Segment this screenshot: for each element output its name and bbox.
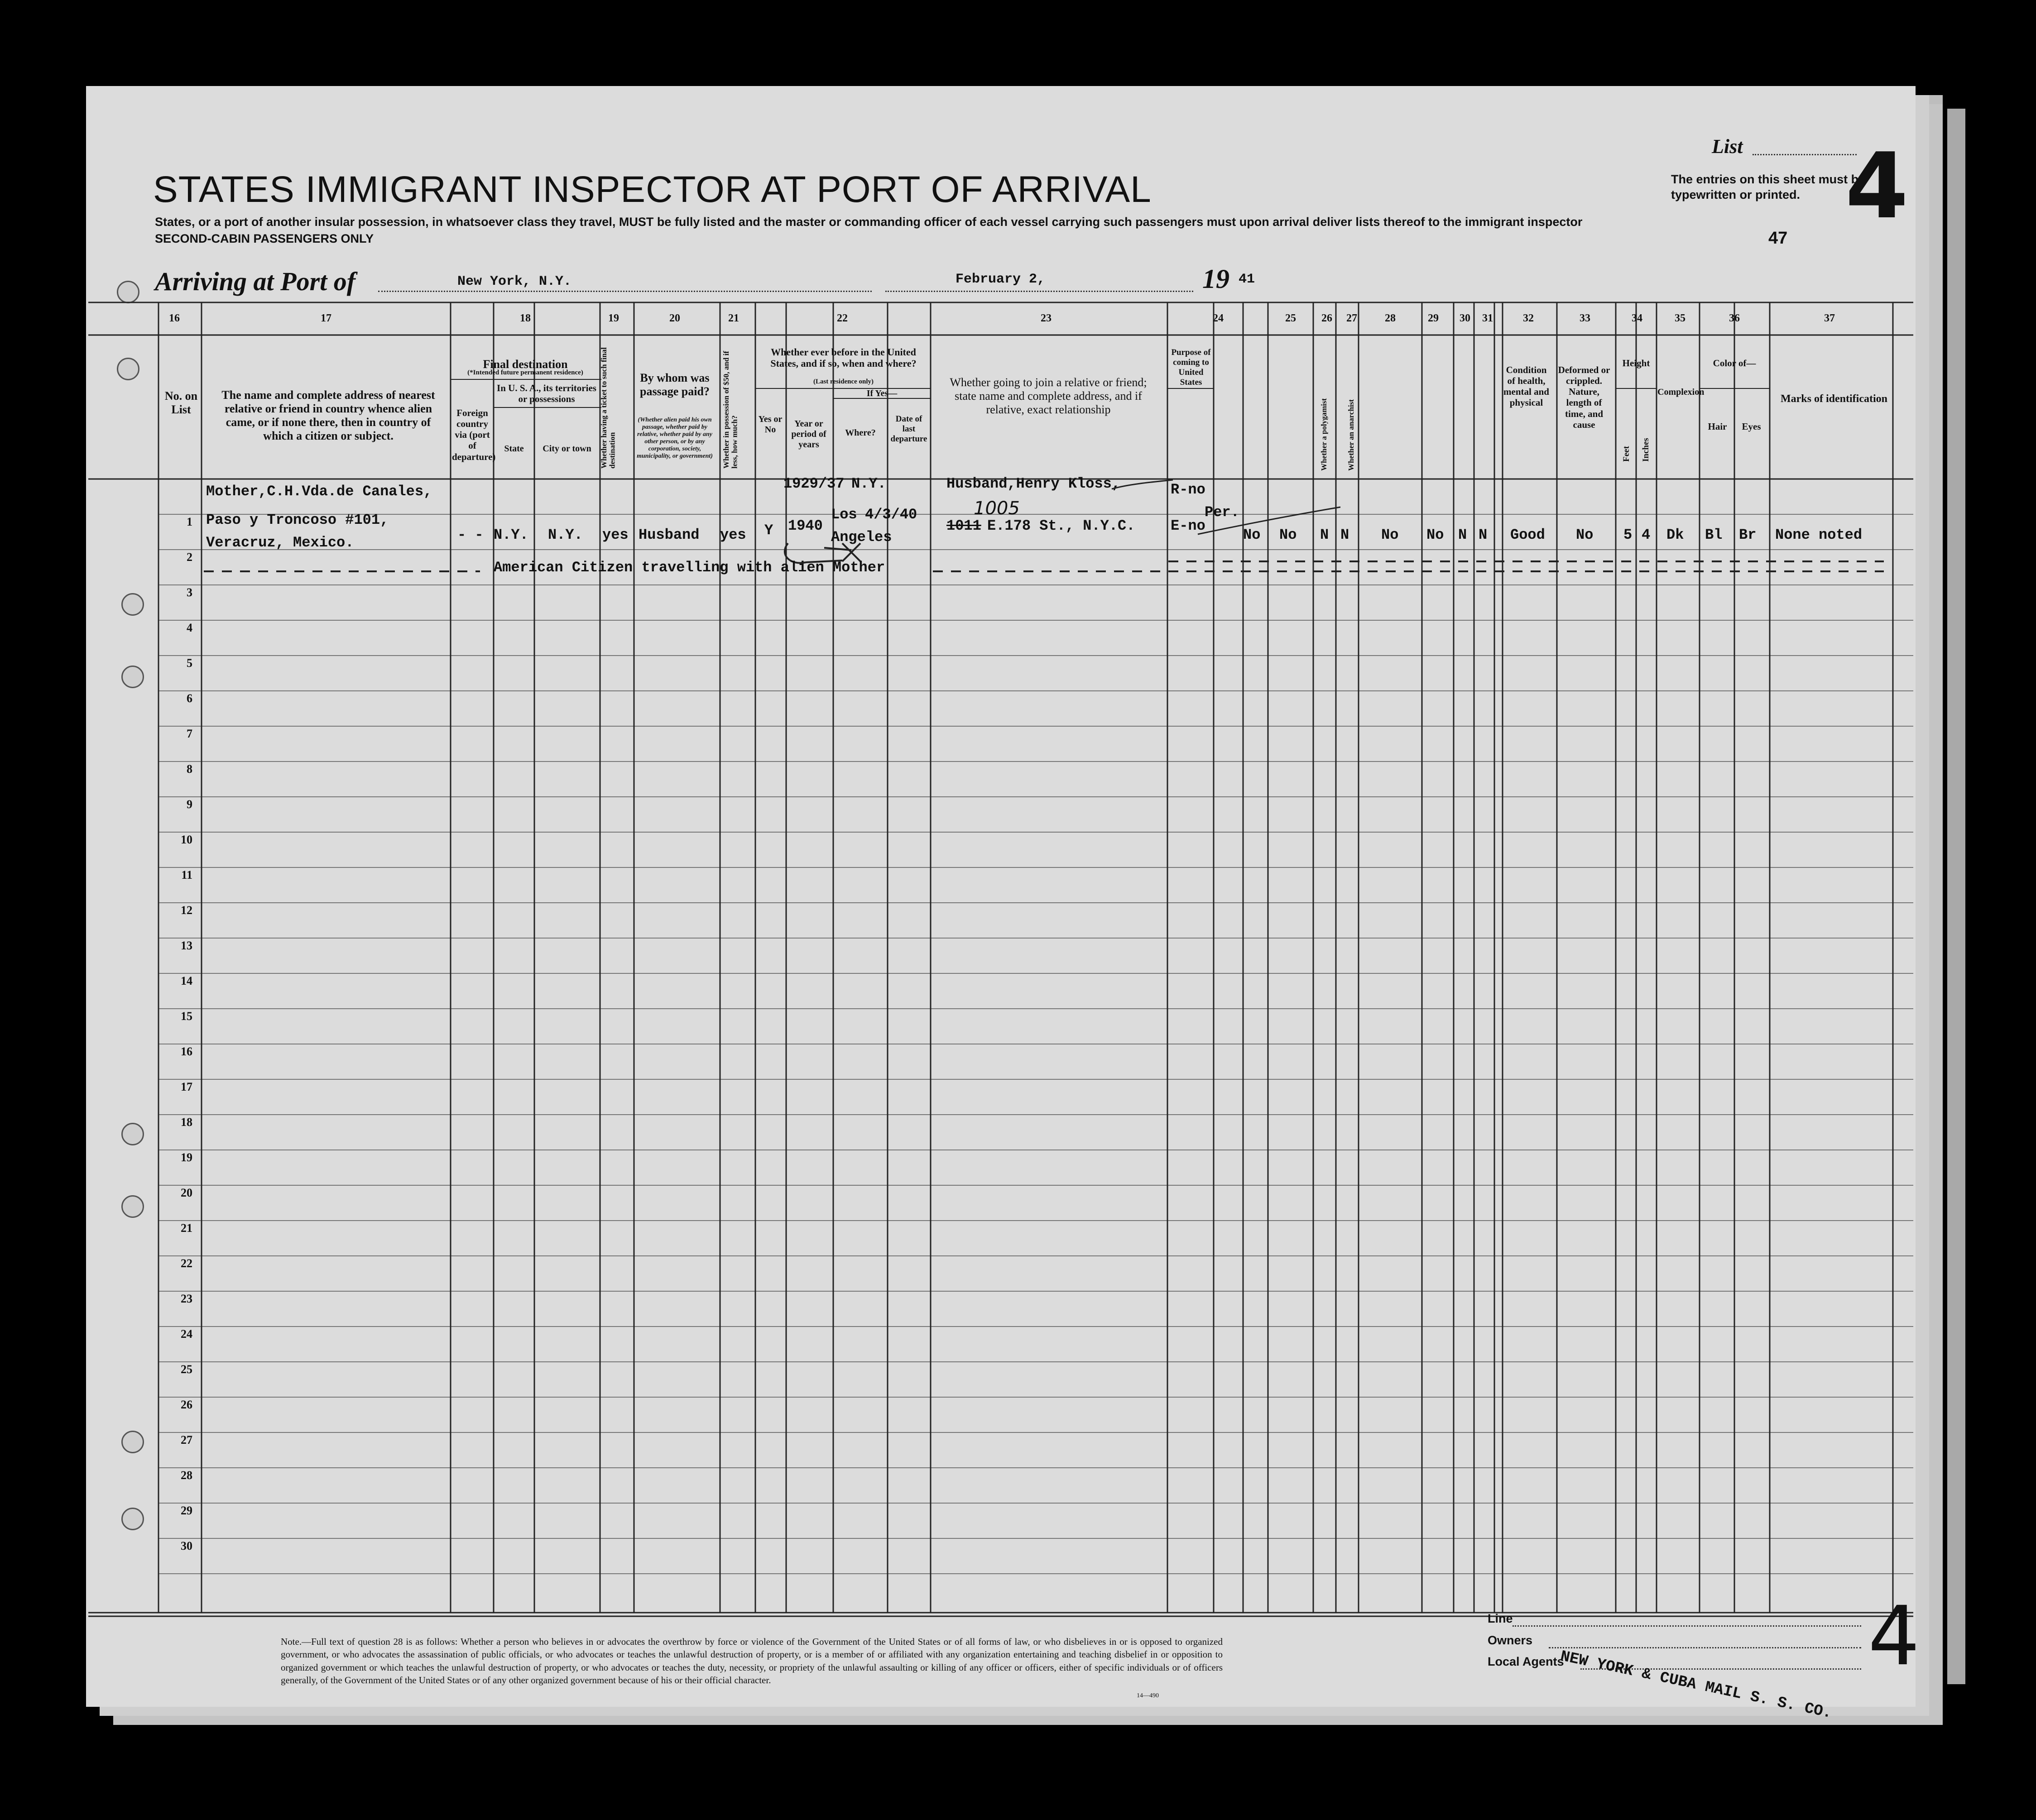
colnum: 31	[1482, 312, 1493, 324]
footer-note: Note.—Full text of question 28 is as follows: Whether a person who believes in or advocates the overthrow by force or violence of the Government of the United States or of all forms of law, or who disbelieves in or is opposed to organized government, or who advocates the assassination of public officials, or who advocates or teaches the unlawful destruction of property, or is a member of or affiliated with any organization entertaining and teaching disbelief in or opposition to organized government or which teaches the unlawful destruction of property, or who advocates or teaches the duty, necessity, or propriety of the unlawful assaulting or killing of any officer or officers, either of specific individuals or of officers generally, of the Government of the United States or of any other organized government because of his or their official character.	[281, 1636, 1223, 1686]
eyes-value: Br	[1739, 527, 1757, 543]
final-destination-header: Final destination	[483, 358, 568, 371]
owners-dots	[1549, 1647, 1861, 1648]
before-note: (Last residence only)	[813, 378, 874, 385]
inches-header: Inches	[1641, 438, 1651, 462]
row-number: 11	[181, 868, 192, 881]
yes-no-header: Yes or No	[758, 414, 783, 435]
health-value: Good	[1510, 527, 1545, 543]
colnum: 30	[1460, 312, 1470, 324]
colnum: 20	[669, 312, 680, 324]
state-header: State	[504, 444, 524, 454]
row-number: 10	[181, 833, 192, 846]
row-number: 3	[187, 586, 192, 599]
year-suffix: 41	[1239, 272, 1255, 287]
colnum: 36	[1729, 312, 1740, 324]
city-value: N.Y.	[548, 527, 583, 543]
colnum: 27	[1346, 312, 1357, 324]
complexion-header: Complexion	[1657, 387, 1705, 397]
feet-header: Feet	[1622, 446, 1631, 462]
colnum: 32	[1523, 312, 1534, 324]
line-dots	[1513, 1625, 1861, 1627]
if-yes-header: If Yes—	[866, 388, 898, 398]
list-label: List	[1712, 135, 1743, 158]
fifty-value: yes	[720, 527, 746, 543]
before-yes-value: Y	[764, 522, 773, 539]
joining-address: E.178 St., N.Y.C.	[987, 517, 1135, 534]
marks-value: None noted	[1775, 527, 1863, 543]
deformed-value: No	[1576, 527, 1594, 543]
anarchist-header: Whether an anarchist	[1347, 399, 1355, 471]
final-destination-note: (*Intended future permanent residence)	[467, 369, 583, 376]
polygamist-header: Whether a polygamist	[1320, 398, 1328, 471]
date-value: February 2,	[956, 272, 1046, 287]
colnum: 28	[1385, 312, 1396, 324]
period-header: Year or period of years	[791, 419, 826, 450]
height-header: Height	[1622, 358, 1650, 369]
row-number: 16	[181, 1045, 192, 1058]
row-number: 13	[181, 939, 192, 952]
c28-value: No	[1381, 527, 1399, 543]
row-number: 19	[181, 1151, 192, 1164]
color-of-header: Color of—	[1713, 358, 1756, 369]
row-number: 14	[181, 974, 192, 987]
relative-header: The name and complete address of nearest relative or friend in country whence alien came, or if none there, then in country of which a citizen or subject.	[221, 388, 435, 442]
shipping-line-stamp: NEW YORK & CUBA MAIL S. S. CO.	[1559, 1648, 1834, 1723]
row-number: 25	[181, 1363, 192, 1376]
row-number: 20	[181, 1186, 192, 1199]
joining-name: Husband,Henry Kloss,	[946, 475, 1121, 492]
marks-header: Marks of identification	[1781, 393, 1887, 405]
row-number: 26	[181, 1398, 192, 1411]
c31-value: N	[1479, 527, 1488, 543]
row-number: 24	[181, 1327, 192, 1341]
c26-value: N	[1320, 527, 1329, 543]
departure-date-value: 4/3/40	[865, 506, 917, 523]
where-bottom-value: Angeles	[831, 529, 892, 546]
passage-header: By whom was passage paid?	[640, 371, 710, 398]
period-bottom-value: 1940	[788, 517, 823, 534]
colnum: 37	[1824, 312, 1835, 324]
hair-header: Hair	[1708, 421, 1727, 432]
ticket-value: yes	[602, 527, 629, 543]
row-number: 17	[181, 1080, 192, 1093]
c27-value: N	[1340, 527, 1349, 543]
colnum: 35	[1675, 312, 1685, 324]
relative-address: Paso y Troncoso #101,	[206, 512, 389, 528]
colnum: 17	[321, 312, 331, 324]
local-agents-label: Local Agents	[1488, 1655, 1564, 1668]
colnum: 21	[728, 312, 739, 324]
foreign-country-value: - -	[457, 527, 484, 543]
eyes-header: Eyes	[1742, 421, 1761, 432]
date-departure-header: Date of last departure	[890, 414, 927, 444]
joining-handwritten-number: 1005	[974, 498, 1020, 519]
colnum: 34	[1632, 312, 1642, 324]
row2-note: American Citizen travelling with alien Mother	[494, 559, 885, 576]
joining-header: Whether going to join a relative or friend; state name and complete address, and if relative, exact relationship	[950, 376, 1147, 416]
page-mark: 4	[1868, 1589, 1920, 1684]
colnum: 24	[1213, 312, 1224, 324]
row-number: 28	[181, 1469, 192, 1482]
row-number: 12	[181, 904, 192, 917]
in-usa-header: In U. S. A., its territories or possessions	[497, 383, 596, 405]
complexion-value: Dk	[1666, 527, 1684, 543]
line-label: Line	[1488, 1612, 1513, 1625]
row-number: 22	[181, 1257, 192, 1270]
c25-value: No	[1279, 527, 1297, 543]
purpose-mid-value: Per.	[1205, 504, 1239, 521]
page-title: STATES IMMIGRANT INSPECTOR AT PORT OF ARRIVAL	[153, 169, 1152, 210]
colnum: 16	[169, 312, 180, 324]
row-number: 4	[187, 621, 192, 634]
colnum: 18	[520, 312, 531, 324]
purpose-bottom-value: E-no	[1171, 517, 1205, 534]
c29-value: No	[1426, 527, 1444, 543]
c24b-value: No	[1243, 527, 1261, 543]
ticket-header: Whether having a ticket to such final destination	[600, 347, 617, 469]
colnum: 19	[608, 312, 619, 324]
class-line: SECOND-CABIN PASSENGERS ONLY	[155, 232, 374, 245]
before-in-us-header: Whether ever before in the United States, and if so, when and where?	[770, 346, 917, 369]
passage-value: Husband	[639, 527, 700, 543]
state-value: N.Y.	[494, 527, 528, 543]
row-number: 8	[187, 762, 192, 776]
where-mid-value: Los	[831, 506, 857, 523]
where-header: Where?	[845, 428, 876, 438]
row-number: 7	[187, 727, 192, 740]
purpose-header: Purpose of coming to United States	[1171, 348, 1211, 387]
form-number: 14—490	[1137, 1692, 1159, 1699]
row-number: 30	[181, 1539, 192, 1552]
colnum: 33	[1580, 312, 1590, 324]
period-top-value: 1929/37	[783, 475, 845, 492]
typewritten-note: The entries on this sheet must be typewritten or printed.	[1671, 172, 1866, 201]
inches-value: 4	[1642, 527, 1651, 543]
row-number: 1	[187, 515, 192, 528]
foreign-country-header: Foreign country via (port of departure)	[452, 407, 496, 462]
port-value: New York, N.Y.	[457, 274, 572, 289]
colnum: 26	[1321, 312, 1332, 324]
colnum: 22	[837, 312, 848, 324]
fifty-dollar-header: Whether in possession of $50, and if less, how much?	[722, 351, 739, 469]
list-number: 4	[1845, 134, 1909, 239]
deformed-header: Deformed or crippled. Nature, length of time, and cause	[1558, 364, 1610, 430]
hair-value: Bl	[1705, 527, 1723, 543]
row-number: 2	[187, 551, 192, 564]
row-number: 18	[181, 1116, 192, 1129]
colnum: 23	[1041, 312, 1052, 324]
row-number: 5	[187, 656, 192, 670]
arriving-label: Arriving at Port of	[155, 267, 356, 296]
relative-name: Mother,C.H.Vda.de Canales,	[206, 483, 432, 500]
row-number: 27	[181, 1433, 192, 1446]
colnum: 25	[1285, 312, 1296, 324]
sheet-number: 47	[1768, 229, 1788, 248]
city-header: City or town	[543, 444, 591, 454]
condition-header: Condition of health, mental and physical	[1503, 364, 1549, 408]
row-number: 6	[187, 692, 192, 705]
c30-value: N	[1458, 527, 1467, 543]
owners-label: Owners	[1488, 1633, 1533, 1647]
joining-struck-number: 1011	[946, 517, 981, 534]
page-subtitle: States, or a port of another insular possession, in whatsoever class they travel, MUST be fully listed and the master or commanding officer of each vessel carrying such passengers must upon arrival deliver lists thereof to the immigrant inspector	[155, 215, 1583, 229]
row-number: 9	[187, 798, 192, 811]
feet-value: 5	[1623, 527, 1633, 543]
row-number: 21	[181, 1221, 192, 1235]
no-on-list-header: No. on List	[164, 389, 198, 416]
passage-note: (Whether alien paid his own passage, whether paid by relative, whether paid by any other person, or by any corporation, society, municipality, or government)	[637, 417, 713, 460]
purpose-top-value: R-no	[1171, 481, 1205, 498]
relative-country: Veracruz, Mexico.	[206, 534, 354, 551]
row-number: 23	[181, 1292, 192, 1305]
row-number: 15	[181, 1010, 192, 1023]
year-prefix: 19	[1202, 264, 1229, 294]
row-number: 29	[181, 1504, 192, 1517]
where-top-value: N.Y.	[851, 475, 886, 492]
colnum: 29	[1428, 312, 1439, 324]
